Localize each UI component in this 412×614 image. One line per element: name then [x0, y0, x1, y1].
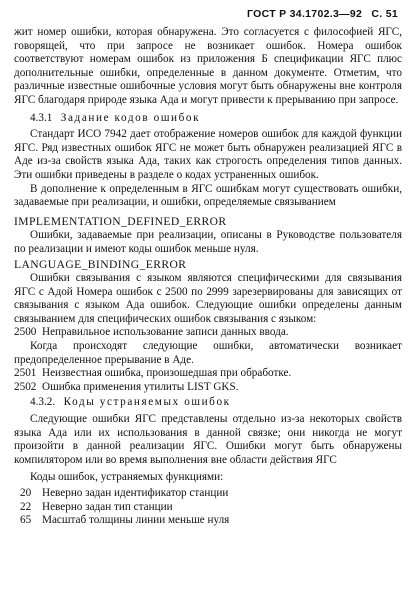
error-text: Неверно задан тип станции	[42, 500, 173, 513]
section-heading-4-3-1	[30, 112, 402, 126]
page-number: С. 51	[371, 8, 398, 20]
list-item	[14, 501, 402, 515]
list-item	[14, 487, 402, 501]
page-body	[14, 26, 402, 528]
list-item	[14, 514, 402, 528]
paragraph: Коды ошибок, устраняемых функциями:	[30, 471, 224, 484]
error-entry	[14, 367, 402, 381]
error-code: 2502	[14, 380, 37, 393]
paragraph: В дополнение к определенным в ЯГС ошибкам могут существовать ошибки, задаваемые при реализации, и ошибки, определяемые связыванием	[14, 182, 402, 209]
error-code: 65	[20, 514, 32, 527]
error-text: Неправильное использование записи данных ввода.	[42, 326, 289, 339]
error-text: Неизвестная ошибка, произошедшая при обработке.	[42, 367, 292, 380]
section-number: 4.3.1	[30, 111, 53, 124]
page-header	[241, 8, 398, 22]
error-code: 2500	[14, 326, 37, 339]
section-heading-4-3-2	[30, 396, 402, 410]
impl-error-label: IMPLEMENTATION_DEFINED_ERROR	[14, 214, 227, 228]
standard-number: ГОСТ Р 34.1702.3—92	[247, 8, 363, 20]
paragraph: Ошибки связывания с языком являются специфическими для связывания ЯГС с Адой Номера ошибок с 2500 по 2999 зарезервированы для зависящих от связывания с языком Ада ошибок. Следующие ошибки определены данным связыванием для специфических ошибок связывания с языком:	[14, 272, 402, 325]
error-text: Масштаб толщины линии меньше нуля	[42, 514, 230, 527]
section-title: Коды устраняемых ошибок	[63, 396, 231, 409]
error-entry	[14, 326, 402, 340]
error-code: 22	[20, 500, 32, 513]
section-number: 4.3.2.	[30, 396, 56, 409]
paragraph: жит номер ошибки, которая обнаружена. Это согласуется с философией ЯГС, говорящей, что при запросе не возникает ошибок. Номера ошибок соответствуют номерам ошибок из приложения Б спецификации ЯГС плюс дополнительные ошибки, определенные в данном документе. Отметим, что различные известные ошибочные условия могут быть обнаружены вне контроля ЯГС благодаря природе языка Ада и могут привести к прерыванию при запросе.	[14, 26, 402, 106]
error-entry	[14, 381, 402, 395]
paragraph: Стандарт ИСО 7942 дает отображение номеров ошибок для каждой функции ЯГС. Ряд известных ошибок ЯГС не может быть обнаружен реализацией ЯГС в Аде из-за свойств языка Ада, таких как строгость определения типов данных. Эти ошибки приведены в разделе о кодах устраненных ошибок.	[14, 128, 402, 181]
paragraph: Когда происходят следующие ошибки, автоматически возникает предопределенное прерывание в Аде.	[14, 340, 402, 366]
error-text: Неверно задан идентификатор станции	[42, 487, 229, 499]
error-code: 2501	[14, 367, 37, 380]
error-text: Ошибка применения утилиты LIST GKS.	[42, 380, 239, 393]
section-title: Задание кодов ошибок	[60, 111, 201, 124]
paragraph: Ошибки, задаваемые при реализации, описаны в Руководстве пользователя по реализации и имеют коды ошибок меньше нуля.	[14, 229, 402, 255]
paragraph: Следующие ошибки ЯГС представлены отдельно из-за некоторых свойств языка Ада или их использования в данной связке; они никогда не могут произойти в данной реализации ЯГС. Ошибки могут быть обнаружены компилятором или во время выполнения вне области действия ЯГС	[14, 413, 402, 466]
lang-error-label: LANGUAGE_BINDING_ERROR	[14, 257, 187, 271]
removed-errors-list	[14, 487, 402, 528]
error-code: 20	[20, 487, 32, 499]
